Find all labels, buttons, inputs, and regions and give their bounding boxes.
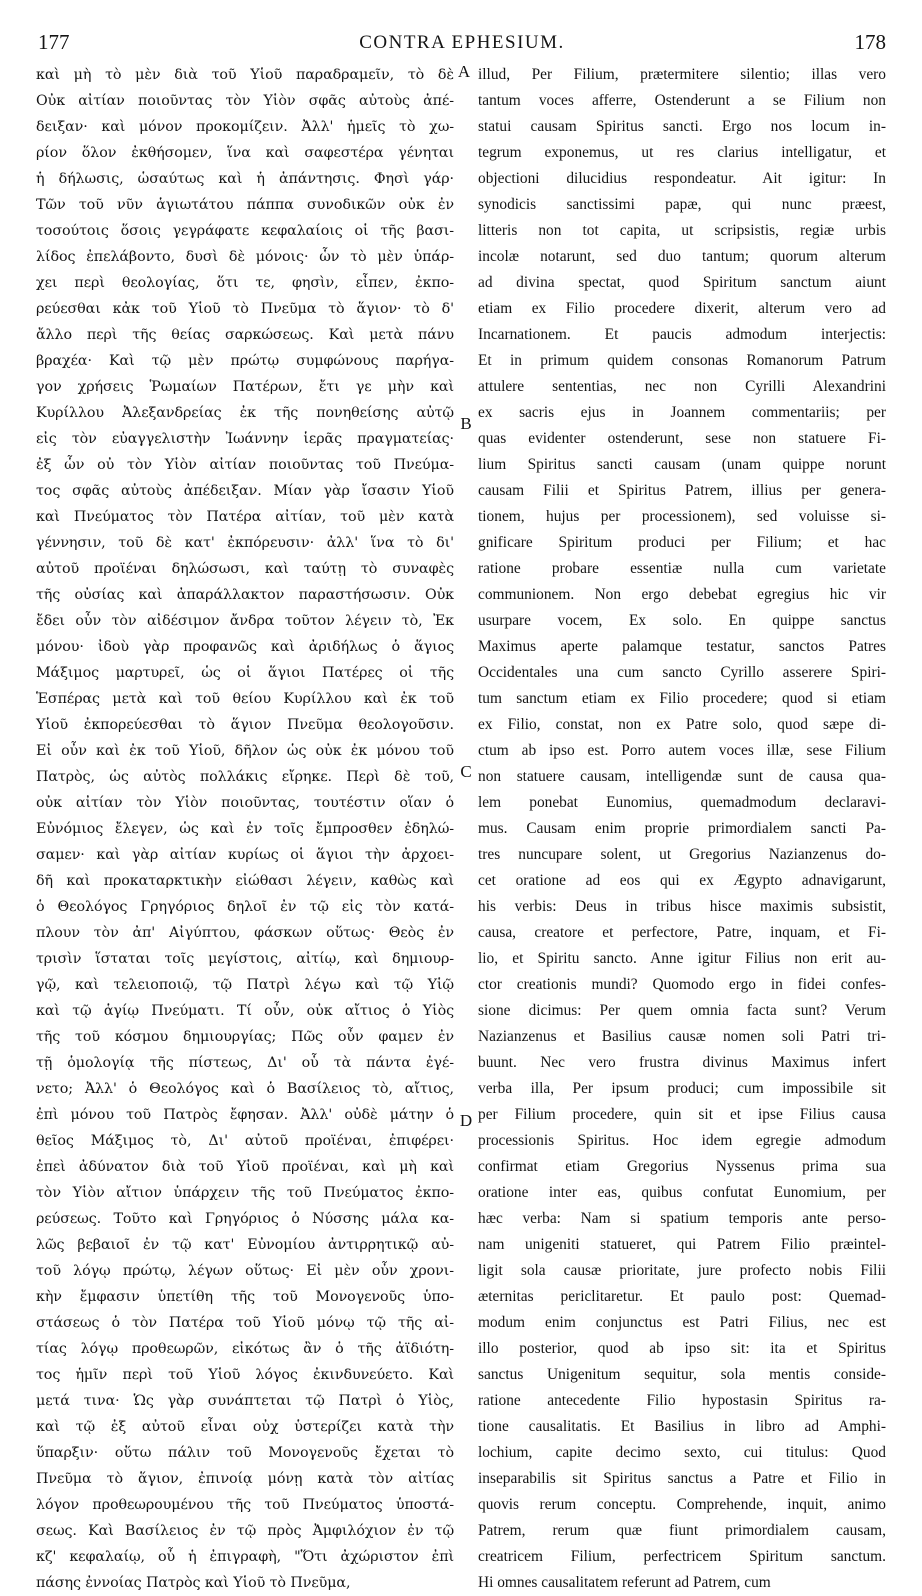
greek-text-line: τοῦ λόγῳ πρώτῳ, λέγων οὕτως· Εἰ μὲν οὖν χρονι- <box>36 1263 454 1279</box>
latin-text-line: objectioni dilucidius respondeatur. Ait igitur: In <box>478 170 886 187</box>
greek-text-line: θεῖος Μάξιμος τὸ, Δι' αὐτοῦ προϊέναι, ἐπιφέρει· <box>36 1133 454 1149</box>
latin-text-line: tum sanctum etiam ex Filio procedere; quod si etiam <box>478 690 886 707</box>
greek-text-line: ἐπεὶ ἀδύνατον διὰ τοῦ Υἱοῦ προϊέναι, καὶ μὴ καὶ <box>36 1159 454 1175</box>
greek-text-line: μόνου· ἰδοὺ γὰρ προφανῶς καὶ ἀριδήλως ὁ ἅγιος <box>36 639 454 655</box>
latin-text-line: ex Filio, constat, non ex Patre solo, quod sæpe di- <box>478 716 886 733</box>
latin-text-line: Et in primum quidem consonas Romanorum Patrum <box>478 352 886 369</box>
latin-text-line: incolæ notarunt, sed duo tantum; quorum alterum <box>478 248 886 265</box>
greek-text-line: τῆς τοῦ κόσμου δημιουργίας; Πῶς οὖν φαμεν ἐν <box>36 1029 454 1045</box>
section-marker-b: B <box>460 414 472 433</box>
greek-text-line: ρεύεσθαι κἀκ τοῦ Υἱοῦ τὸ Πνεῦμα τὸ ἅγιον· τὸ δ' <box>36 301 454 317</box>
greek-text-line: τὸν Υἱὸν αἴτιον ὑπάρχειν τῆς τοῦ Πνεύματος ἐκπο- <box>36 1185 454 1201</box>
greek-text-line: Ἑσπέρας μετὰ καὶ τοῦ θείου Κυρίλλου καὶ ἐκ τοῦ <box>36 691 454 707</box>
greek-text-line: σαμεν· καὶ γὰρ αἰτίαν κυρίως οἱ ἅγιοι τὴν ἀρχοει- <box>36 847 454 863</box>
greek-text-line: εἰς τὸν εὐαγγελιστὴν Ἰωάννην ἱερᾶς πραγματείας· <box>36 431 454 447</box>
latin-text-line: modum enim conjunctus est Patri Filius, nec est <box>478 1314 886 1331</box>
greek-text-line: λῶς βεβαιοῖ ἐν τῷ κατ' Εὐνομίου ἀντιρρητικῷ αὐ- <box>36 1237 454 1253</box>
greek-text-line: καὶ τῷ ἐξ αὐτοῦ εἶναι οὐχ ὑστερίζει κατὰ τὴν <box>36 1419 454 1435</box>
latin-text-line: Patrem, rerum quæ fiunt primordialem causam, <box>478 1522 886 1539</box>
greek-text-line: λόγον προθεωρουμένου τῆς τοῦ Πνεύματος ὑποστά- <box>36 1497 454 1513</box>
running-title: CONTRA EPHESIUM. <box>359 32 565 53</box>
greek-text-line: οὐκ αἰτίαν τὸν Υἱὸν ποιοῦντας, τουτέστιν οἵαν ὁ <box>36 795 454 811</box>
latin-text-line: communionem. Non ergo debebat egregius hic vir <box>478 586 886 603</box>
latin-text-line: causa, creatore et perfectore, Patre, inquam, et Fi- <box>478 924 886 941</box>
latin-text-line: attulere sententias, nec non Cyrilli Alexandrini <box>478 378 886 395</box>
greek-text-line: Υἱοῦ ἐκπορεύεσθαι τὸ ἅγιον Πνεῦμα θεολογοῦσιν. <box>36 717 454 733</box>
latin-text-line: ad divina spectat, quod Spiritum sanctum aiunt <box>478 274 886 291</box>
greek-text-line: τος ἡμῖν περὶ τοῦ Υἱοῦ λόγος ἐκινδυνεύετο. Καὶ <box>36 1367 454 1383</box>
greek-text-line: τοσούτοις ὅσοις γεγράφατε κεφαλαίοις οἱ τῆς βασι- <box>36 223 454 239</box>
greek-text-line: ὁ Θεολόγος Γρηγόριος δηλοῖ ἐν τῷ εἰς τὸν κατά- <box>36 899 454 915</box>
greek-text-line: ἄλλο περὶ τῆς θείας σαρκώσεως. Καὶ μετὰ πάνυ <box>36 327 454 343</box>
greek-text-line: Πνεῦμα τὸ ἅγιον, ἐπινοίᾳ μόνῃ κατὰ τὸν αἰτίας <box>36 1471 454 1487</box>
page-number-right: 178 <box>854 30 886 54</box>
greek-text-line: Πατρὸς, ὡς αὐτὸς πολλάκις εἴρηκε. Περὶ δὲ τοῦ, <box>36 769 454 785</box>
greek-text-column <box>36 62 454 1591</box>
latin-text-line: lium Spiritus sancti causam (unam quippe norunt <box>478 456 886 473</box>
greek-text-line: βραχέα· Καὶ τῷ μὲν πρώτῳ συμφώνους παρήγα- <box>36 353 454 369</box>
latin-text-line: creatricem Filium, perfectricem Spiritum sanctum. <box>478 1548 886 1565</box>
latin-text-line: ctor creationis mundi? Quomodo ergo in fidei confes- <box>478 976 886 993</box>
greek-text-line: τίας λόγῳ προθεωρῶν, εἰκότως ἂν ὁ τῆς ἀϊδιότη- <box>36 1341 454 1357</box>
latin-text-line: Incarnationem. Et paucis admodum interjectis: <box>478 326 886 343</box>
latin-text-line: his verbis: Deus in tribus hisce maximis subsistit, <box>478 898 886 915</box>
greek-text-line: καὶ μὴ τὸ μὲν διὰ τοῦ Υἱοῦ παραδραμεῖν, τὸ δὲ <box>36 67 454 83</box>
latin-text-line: statui causam Spiritus sancti. Ergo nos locum in- <box>478 118 886 135</box>
latin-text-column <box>478 62 886 1591</box>
latin-text-line: Occidentales una cum sancto Cyrillo asserere Spiri- <box>478 664 886 681</box>
greek-text-line: ἡ δήλωσις, ὡσαύτως καὶ ἡ ἀπάντησις. Φησὶ γάρ· <box>36 171 454 187</box>
greek-text-line: δῆ καὶ προκαταρκτικὴν εἰώθασι λέγειν, καθὼς καὶ <box>36 873 454 889</box>
greek-text-line: πάσης ἐννοίας Πατρὸς καὶ Υἱοῦ τὸ Πνεῦμα, <box>36 1575 351 1591</box>
latin-text-line: non statuere causam, intelligendæ sunt de causa qua- <box>478 768 886 785</box>
greek-text-line: κὴν ἔμφασιν ὑπετίθη τῆς τοῦ Μονογενοῦς ὑπο- <box>36 1289 454 1305</box>
latin-text-line: litteris non tot capita, ut scripsistis, regiæ urbis <box>478 222 886 239</box>
greek-text-line: χει περὶ θεολογίας, ὅτι τε, φησὶν, εἶπεν, ἐκπο- <box>36 275 454 291</box>
latin-text-line: lem ponebat Eunomius, quemadmodum declaravi- <box>478 794 886 811</box>
greek-text-line: τρισὶν ἵσταται τοῖς μεγίστοις, αἰτίῳ, καὶ δημιουρ- <box>36 951 454 967</box>
greek-text-line: πλουν τὸν ἀπ' Αἰγύπτου, φάσκων οὕτως· Θεὸς ἐν <box>36 925 454 941</box>
latin-text-line: hæc verba: Nam si spatium temporis ante perso- <box>478 1210 886 1227</box>
greek-text-line: στάσεως ὁ τὸν Πατέρα τοῦ Υἱοῦ μόνῳ τῷ τῆς αἰ- <box>36 1315 454 1331</box>
greek-text-line: Τῶν τοῦ νῦν ἁγιωτάτου πάππα συνοδικῶν οὐκ ἐν <box>36 197 454 213</box>
latin-text-line: illud, Per Filium, prætermitere silentio; illas vero <box>478 66 886 83</box>
greek-text-line: ὕπαρξιν· οὕτω πάλιν τοῦ Μονογενοῦς ἔχεται τὸ <box>36 1445 454 1461</box>
latin-text-line: lio, et Spiritu sancto. Anne igitur Filius non erit au- <box>478 950 886 967</box>
latin-text-line: ctum ab ipso est. Porro autem voces illæ, sese Filium <box>478 742 886 759</box>
greek-text-line: ἐπὶ μόνου τοῦ Πατρὸς ἔφησαν. Ἀλλ' οὐδὲ μάτην ὁ <box>36 1107 454 1123</box>
latin-text-line: tegrum exponemus, ut res clarius intelligatur, et <box>478 144 886 161</box>
page-header <box>38 28 886 58</box>
latin-text-line: tione causalitatis. Et Basilius in libro ad Amphi- <box>478 1418 886 1435</box>
section-marker-a: A <box>457 62 471 81</box>
greek-text-line: γέννησιν, τοῦ δὲ κατ' ἐκπόρευσιν· ἀλλ' ἵνα τὸ δι' <box>36 535 454 551</box>
latin-text-line: verba illa, Per ipsum produci; cum impossibile sit <box>478 1080 886 1097</box>
latin-text-line: æternitas periclitaretur. Et paulo post: Quemad- <box>478 1288 886 1305</box>
greek-text-line: Μάξιμος μαρτυρεῖ, ὡς οἱ ἅγιοι Πατέρες οἱ τῆς <box>36 665 454 681</box>
greek-text-line: καὶ τῷ ἁγίῳ Πνεύματι. Τί οὖν, οὐκ αἴτιος ὁ Υἱὸς <box>36 1003 454 1019</box>
latin-text-line: ex sacris ejus in Joannem commentariis; per <box>478 404 886 421</box>
latin-text-line: causam Filii et Spiritus Patrem, illius per genera- <box>478 482 886 499</box>
latin-text-line: confirmat etiam Gregorius Nyssenus prima sua <box>478 1158 886 1175</box>
latin-text-line: usurpare vocem, Ex solo. En quippe sanctus <box>478 612 886 629</box>
greek-text-line: νετο; Ἀλλ' ὁ Θεολόγος καὶ ὁ Βασίλειος τὸ, αἴτιος, <box>36 1081 454 1097</box>
greek-text-line: Εὐνόμιος ἔλεγεν, ὡς καὶ ἐν τοῖς ἔμπροσθεν ἐδηλώ- <box>36 821 454 837</box>
section-marker-d: D <box>459 1111 473 1130</box>
greek-text-line: δειξαν· καὶ μόνον προκομίζειν. Ἀλλ' ἡμεῖς τὸ χω- <box>36 119 454 135</box>
latin-text-line: per Filium procedere, quin sit et ipse Filius causa <box>478 1106 886 1123</box>
latin-text-line: quovis rerum conceptu. Comprehende, inquit, animo <box>478 1496 886 1513</box>
latin-text-line: synodicis sanctissimi papæ, qui nunc præest, <box>478 196 886 213</box>
greek-text-line: ἔδει οὖν τὸν αἰδέσιμον ἄνδρα τοῦτον λέγειν τὸ, Ἐκ <box>36 613 454 629</box>
greek-text-line: τος σφᾶς αὐτοὺς ἀπέδειξαν. Μίαν γὰρ ἴσασιν Υἱοῦ <box>36 483 454 499</box>
greek-text-line: Εἰ οὖν καὶ ἐκ τοῦ Υἱοῦ, δῆλον ὡς οὐκ ἐκ μόνου τοῦ <box>36 743 454 759</box>
greek-text-line: τῇ ὁμολογίᾳ τῆς πίστεως, Δι' οὗ τὰ πάντα ἐγέ- <box>36 1055 454 1071</box>
latin-text-line: tionem, hujus per processionem), sed voluisse si- <box>478 508 886 525</box>
greek-text-line: σεως. Καὶ Βασίλειος ἐν τῷ πρὸς Ἀμφιλόχιον ἐν τῷ <box>36 1523 454 1539</box>
greek-text-line: γῷ, καὶ τελειοποιῷ, τῷ Πατρὶ λέγω καὶ τῷ Υἱῷ <box>36 977 454 993</box>
latin-text-line: oratione inter eas, quibus confutat Eunomium, per <box>478 1184 886 1201</box>
greek-text-line: τῆς οὐσίας καὶ ἀπαράλλακτον παραστήσωσιν. Οὐκ <box>36 587 454 603</box>
latin-text-line: mus. Causam enim proprie primordialem sancti Pa- <box>478 820 886 837</box>
latin-text-line: illo posterior, quod ab ipso sit: ita et Spiritus <box>478 1340 886 1357</box>
latin-text-line: inseparabilis sit Spiritus sanctus a Patre et Filio in <box>478 1470 886 1487</box>
greek-text-line: ρίον ὅλον ἐκθήσομεν, ἵνα καὶ σαφεστέρα γένηται <box>36 145 454 161</box>
greek-text-line: κζ' κεφαλαίῳ, οὗ ἡ ἐπιγραφὴ, "Ὅτι ἀχώριστον ἐπὶ <box>36 1549 454 1565</box>
greek-text-line: αὐτοῦ προϊέναι δηλώσωσι, καὶ ταύτῃ τὸ συναφὲς <box>36 561 454 577</box>
latin-text-line: sanctus Unigenitum sequitur, sola mentis conside- <box>478 1366 886 1383</box>
latin-text-line: ligit sola causæ prioritate, jure profecto nobis Filii <box>478 1262 886 1279</box>
latin-text-line: processionis Spiritus. Hoc idem egregie admodum <box>478 1132 886 1149</box>
latin-text-line: gnificare Spiritum produci per Filium; et hac <box>478 534 886 551</box>
page-number-left: 177 <box>38 30 70 54</box>
latin-text-line: lochium, capite decimo sexto, cui titulus: Quod <box>478 1444 886 1461</box>
greek-text-line: καὶ Πνεύματος τὸν Πατέρα αἰτίαν, τοῦ μὲν κατὰ <box>36 509 454 525</box>
latin-text-line: tantum voces afferre, Ostenderunt a se Filium non <box>478 92 886 109</box>
greek-text-line: Κυρίλλου Ἀλεξανδρείας ἐκ τῆς πονηθείσης αὐτῷ <box>36 405 454 421</box>
latin-text-line: Nazianzenus et Basilius causæ nomen soli Patri tri- <box>478 1028 886 1045</box>
latin-text-line: ratione probare essentiæ nulla cum varietate <box>478 560 886 577</box>
latin-text-line: cet oratione ad eos qui ex Ægypto adnavigarunt, <box>478 872 886 889</box>
latin-text-line: buunt. Nec vero frustra divinus Maximus infert <box>478 1054 886 1071</box>
greek-text-line: Οὐκ αἰτίαν ποιοῦντας τὸν Υἱὸν σφᾶς αὐτοὺς ἀπέ- <box>36 93 454 109</box>
greek-text-line: ρεύσεως. Τοῦτο καὶ Γρηγόριος ὁ Νύσσης μάλα κα- <box>36 1211 454 1227</box>
greek-text-line: λίδος ἐπελάβοντο, δυσὶ δὲ μόνοις· ὧν τὸ μὲν ὑπάρ- <box>36 249 454 265</box>
latin-text-line: tres nuncupare solent, ut Gregorius Nazianzenus do- <box>478 846 886 863</box>
latin-text-line: Hi omnes causalitatem referunt ad Patrem, cum <box>478 1574 771 1591</box>
greek-text-line: γον χρήσεις Ῥωμαίων Πατέρων, ἔτι γε μὴν καὶ <box>36 379 454 395</box>
greek-text-line: μετά τινα· Ὡς γὰρ συνάπτεται τῷ Πατρὶ ὁ Υἱὸς, <box>36 1393 454 1409</box>
section-marker-c: C <box>460 762 472 781</box>
latin-text-line: etiam ex Filio procedere dixerit, alterum vero ad <box>478 300 886 317</box>
latin-text-line: sione dicimus: Per quem omnia facta sunt? Verum <box>478 1002 886 1019</box>
latin-text-line: Maximus aperte palamque testatur, sanctos Patres <box>478 638 886 655</box>
latin-text-line: ratione antecedente Filio hypostasin Spiritus ra- <box>478 1392 886 1409</box>
latin-text-line: nam unigeniti statueret, qui Patrem Filio præintel- <box>478 1236 886 1253</box>
greek-text-line: ἐξ ὧν οὐ τὸν Υἱὸν αἰτίαν ποιοῦντας τοῦ Πνεύμα- <box>36 457 454 473</box>
latin-text-line: quas evidenter ostenderunt, sese non statuere Fi- <box>478 430 886 447</box>
